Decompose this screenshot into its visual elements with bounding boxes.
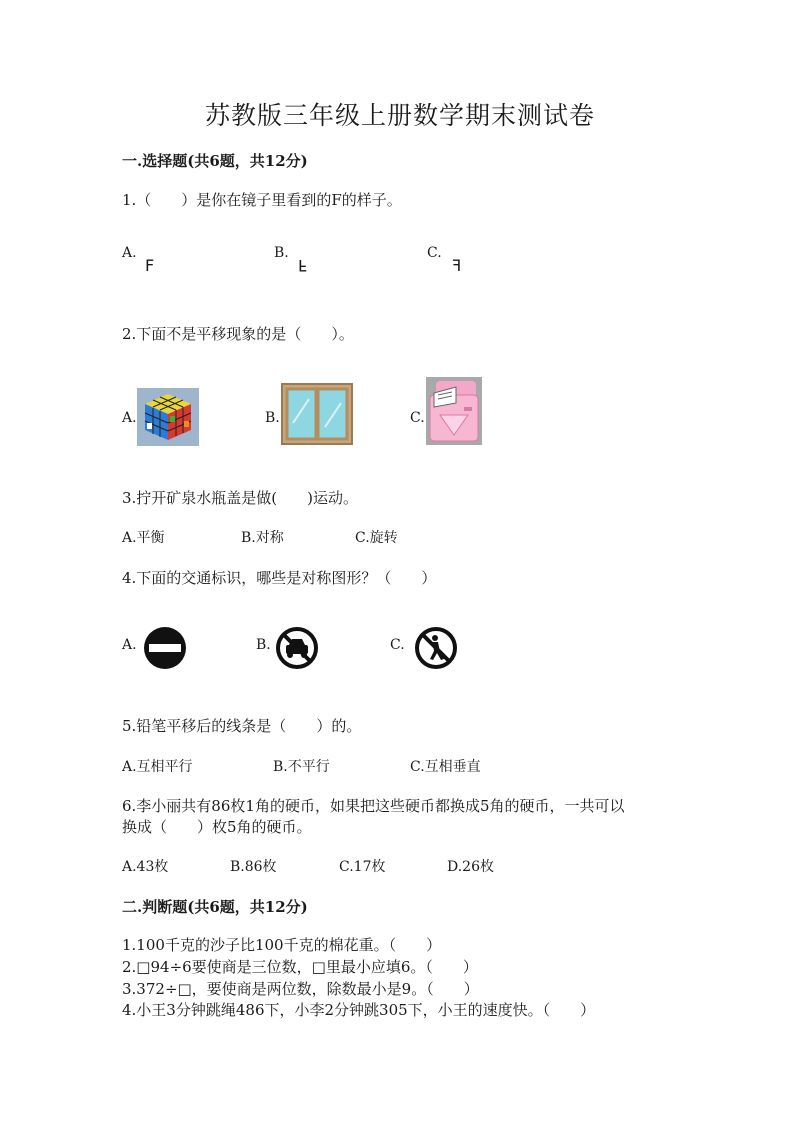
question-1-text: 1.（ ）是你在镜子里看到的F的样子。 (122, 191, 402, 209)
section-header-choice: 一.选择题(共6题，共12分) (122, 152, 308, 170)
section-header-judgement: 二.判断题(共6题，共12分) (122, 898, 308, 916)
question-6-text-line2: 换成（ ）枚5角的硬币。 (122, 818, 312, 836)
no-pedestrians-sign-icon (414, 626, 458, 670)
q1-option-c-label: C. (427, 245, 442, 261)
q1-option-b-label: B. (274, 245, 289, 261)
q2-option-c-label: C. (410, 410, 425, 426)
q2-option-a-label: A. (122, 410, 137, 426)
page-title: 苏教版三年级上册数学期末测试卷 (204, 101, 595, 130)
q3-option-a: A.平衡 (122, 530, 165, 546)
judgement-item-3: 3.372÷□，要使商是两位数，除数最小是9。（ ） (122, 980, 479, 998)
no-vehicles-sign-icon (275, 626, 319, 670)
q1-option-a-figure: F (145, 256, 155, 275)
q6-option-d: D.26枚 (447, 859, 494, 875)
q5-option-a: A.互相平行 (122, 759, 193, 775)
sliding-window-image (281, 383, 353, 445)
rubiks-cube-image (137, 388, 199, 446)
question-5-text: 5.铅笔平移后的线条是（ ）的。 (122, 717, 362, 735)
no-entry-sign-icon (143, 626, 187, 670)
printer-image (426, 377, 482, 445)
q4-option-a-label: A. (122, 637, 137, 653)
question-6-text-line1: 6.李小丽共有86枚1角的硬币，如果把这些硬币都换成5角的硬币，一共可以 (122, 797, 625, 815)
q6-option-b: B.86枚 (230, 859, 277, 875)
q4-option-c-label: C. (390, 637, 405, 653)
q1-option-b-figure: F (298, 256, 308, 275)
q6-option-c: C.17枚 (339, 859, 386, 875)
q1-option-a-label: A. (122, 245, 137, 261)
q5-option-c: C.互相垂直 (410, 759, 481, 775)
q6-option-a: A.43枚 (122, 859, 169, 875)
question-3-text: 3.拧开矿泉水瓶盖是做( )运动。 (122, 489, 359, 507)
judgement-item-4: 4.小王3分钟跳绳486下，小李2分钟跳305下，小王的速度快。（ ） (122, 1001, 596, 1019)
question-2-text: 2.下面不是平移现象的是（ ）。 (122, 325, 354, 343)
judgement-item-2: 2.□94÷6要使商是三位数，□里最小应填6。（ ） (122, 958, 478, 976)
q2-option-b-label: B. (265, 410, 280, 426)
question-4-text: 4.下面的交通标识，哪些是对称图形？（ ） (122, 569, 437, 587)
q1-option-c-figure: F (452, 256, 462, 275)
judgement-item-1: 1.100千克的沙子比100千克的棉花重。（ ） (122, 936, 442, 954)
q3-option-b: B.对称 (241, 530, 284, 546)
q5-option-b: B.不平行 (273, 759, 330, 775)
q4-option-b-label: B. (256, 637, 271, 653)
q3-option-c: C.旋转 (355, 530, 398, 546)
